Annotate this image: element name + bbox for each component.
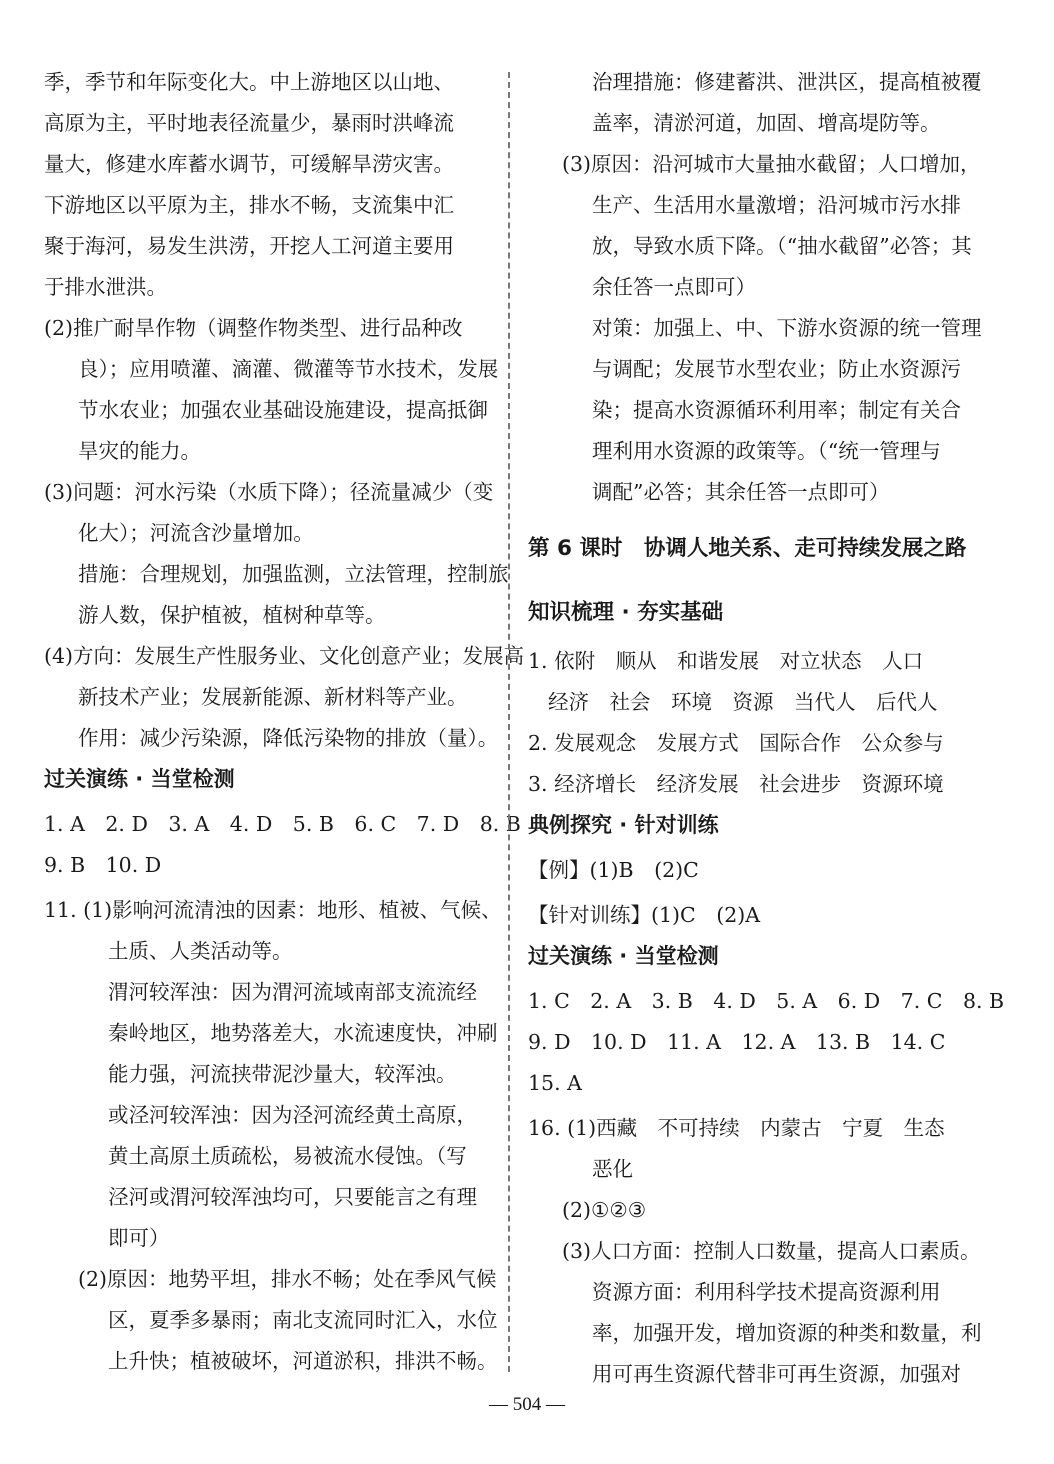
text-line: 9. B 10. D	[44, 853, 162, 877]
text-line: 与调配；发展节水型农业；防止水资源污	[592, 357, 961, 381]
section-heading: 过关演练 · 当堂检测	[44, 767, 235, 791]
text-line: 泾河或渭河较浑浊均可，只要能言之有理	[108, 1185, 477, 1209]
text-line: 量大，修建水库蓄水调节，可缓解旱涝灾害。	[44, 152, 454, 176]
text-line: 理利用水资源的政策等。（“统一管理与	[592, 439, 941, 463]
text-line: (3)人口方面：控制人口数量，提高人口素质。	[562, 1239, 981, 1263]
text-line: (2)推广耐旱作物（调整作物类型、进行品种改	[44, 316, 463, 340]
text-line: 盖率，清淤河道，加固、增高堤防等。	[592, 111, 941, 135]
text-line: 化大）；河流含沙量增加。	[78, 521, 314, 545]
text-line: 放，导致水质下降。（“抽水截留”必答；其	[592, 234, 972, 258]
text-line: 染；提高水资源循环利用率；制定有关合	[592, 398, 961, 422]
right-column	[528, 62, 1005, 1395]
text-line: 经济 社会 环境 资源 当代人 后代人	[548, 690, 938, 714]
section-heading: 知识梳理 · 夯实基础	[528, 600, 724, 625]
text-line: 旱灾的能力。	[78, 439, 201, 463]
text-line: 新技术产业；发展新能源、新材料等产业。	[78, 685, 468, 709]
text-line: 黄土高原土质疏松，易被流水侵蚀。（写	[108, 1144, 467, 1168]
text-line: 上升快；植被破坏，河道淤积，排洪不畅。	[108, 1349, 498, 1373]
text-line: 或泾河较浑浊：因为泾河流经黄土高原，	[108, 1103, 477, 1127]
text-line: (4)方向：发展生产性服务业、文化创意产业；发展高	[44, 644, 525, 668]
text-line: 【例】(1)B (2)C	[528, 858, 699, 882]
text-line: 15. A	[528, 1071, 582, 1095]
text-line: 良）；应用喷灌、滴灌、微灌等节水技术，发展	[78, 357, 499, 381]
column-divider	[508, 72, 510, 1372]
text-line: 区，夏季多暴雨；南北支流同时汇入，水位	[108, 1308, 498, 1332]
text-line: 用可再生资源代替非可再生资源，加强对	[592, 1362, 961, 1386]
text-line: 1. C 2. A 3. B 4. D 5. A 6. D 7. C 8. B	[528, 989, 1005, 1013]
text-line: 秦岭地区，地势落差大，水流速度快，冲刷	[108, 1021, 498, 1045]
text-line: 【针对训练】(1)C (2)A	[528, 903, 761, 927]
text-line: 土质、人类活动等。	[108, 939, 293, 963]
text-line: 1. 依附 顺从 和谐发展 对立状态 人口	[528, 649, 924, 673]
text-line: 生产、生活用水量激增；沿河城市污水排	[592, 193, 961, 217]
text-line: 作用：减少污染源，降低污染物的排放（量）。	[78, 726, 499, 750]
text-line: 治理措施：修建蓄洪、泄洪区，提高植被覆	[592, 70, 982, 94]
text-line: (2)①②③	[562, 1198, 647, 1222]
text-line: (3)问题：河水污染（水质下降）；径流量减少（变	[44, 480, 494, 504]
text-line: 资源方面：利用科学技术提高资源利用	[592, 1280, 941, 1304]
text-line: 1. A 2. D 3. A 4. D 5. B 6. C 7. D 8. B	[44, 812, 521, 836]
text-line: 措施：合理规划，加强监测，立法管理，控制旅	[78, 562, 509, 586]
text-line: 季，季节和年际变化大。中上游地区以山地、	[44, 70, 454, 94]
text-line: 于排水泄洪。	[44, 275, 167, 299]
section-heading: 第 6 课时 协调人地关系、走可持续发展之路	[528, 536, 967, 561]
text-line: 余任答一点即可）	[592, 275, 756, 299]
text-line: 11. (1)影响河流清浊的因素：地形、植被、气候、	[44, 898, 502, 922]
text-line: 2. 发展观念 发展方式 国际合作 公众参与	[528, 731, 944, 755]
text-line: 聚于海河，易发生洪涝，开挖人工河道主要用	[44, 234, 454, 258]
text-line: 调配”必答；其余任答一点即可）	[592, 480, 890, 504]
text-line: 恶化	[592, 1157, 633, 1181]
left-column	[44, 62, 525, 1382]
text-line: (3)原因：沿河城市大量抽水截留；人口增加，	[562, 152, 981, 176]
text-line: 3. 经济增长 经济发展 社会进步 资源环境	[528, 772, 944, 796]
text-line: (2)原因：地势平坦，排水不畅；处在季风气候	[78, 1267, 497, 1291]
text-line: 率，加强开发，增加资源的种类和数量，利	[592, 1321, 982, 1345]
section-heading: 过关演练 · 当堂检测	[528, 944, 719, 968]
text-line: 下游地区以平原为主，排水不畅，支流集中汇	[44, 193, 454, 217]
text-line: 即可）	[108, 1226, 170, 1250]
section-heading: 典例探究 · 针对训练	[528, 813, 719, 837]
page-number: — 504 —	[489, 1394, 565, 1415]
text-line: 对策：加强上、中、下游水资源的统一管理	[592, 316, 982, 340]
text-line: 9. D 10. D 11. A 12. A 13. B 14. C	[528, 1030, 946, 1054]
text-line: 节水农业；加强农业基础设施建设，提高抵御	[78, 398, 488, 422]
text-line: 渭河较浑浊：因为渭河流域南部支流流经	[108, 980, 477, 1004]
text-line: 能力强，河流挟带泥沙量大，较浑浊。	[108, 1062, 457, 1086]
text-line: 高原为主，平时地表径流量少，暴雨时洪峰流	[44, 111, 454, 135]
text-line: 16. (1)西藏 不可持续 内蒙古 宁夏 生态	[528, 1116, 945, 1140]
text-line: 游人数，保护植被，植树种草等。	[78, 603, 386, 627]
